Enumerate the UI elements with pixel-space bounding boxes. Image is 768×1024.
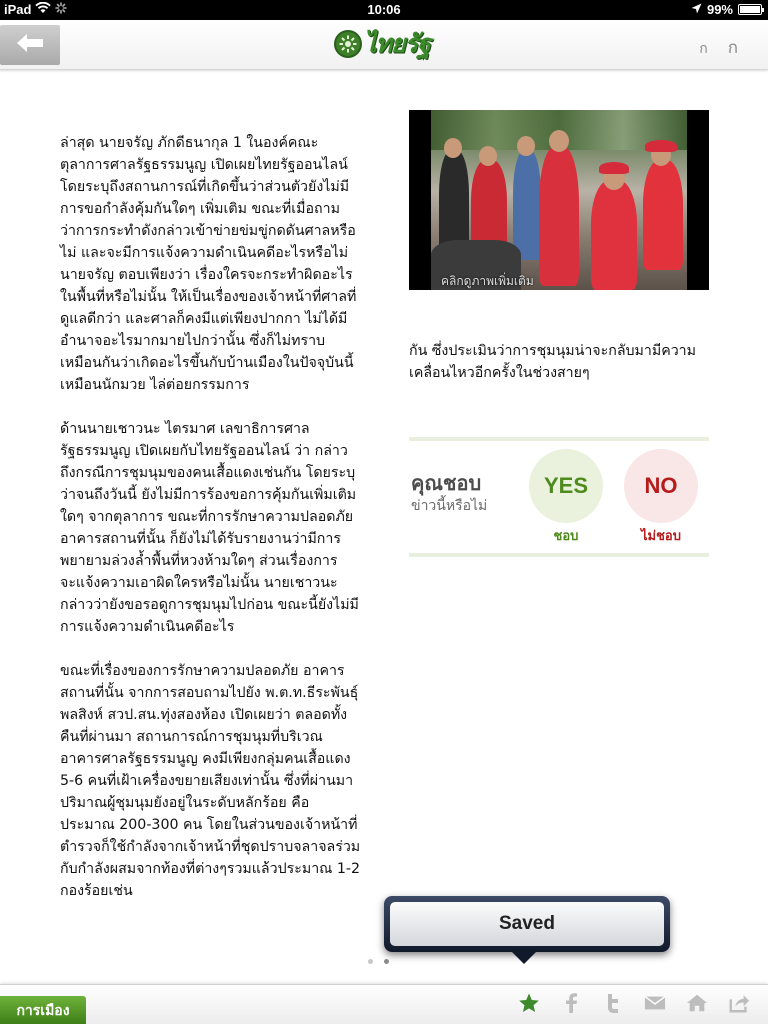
page-indicator [368, 959, 389, 964]
saved-label: Saved [390, 902, 664, 946]
photo-head [479, 146, 497, 166]
mail-icon[interactable] [644, 992, 666, 1014]
device-label: iPad [4, 2, 32, 17]
poll-divider-top [409, 437, 709, 441]
poll-no-button[interactable]: NO [624, 449, 698, 523]
article-continued-text: กัน ซึ่งประเมินว่าการชุมนุมน่าจะกลับมามีความเคลื่อนไหวอีกครั้งในช่วงสายๆ [409, 343, 696, 381]
home-icon[interactable] [686, 992, 708, 1014]
status-bar [0, 0, 768, 20]
toolbar-icons [518, 992, 750, 1014]
photo-cap [599, 162, 629, 174]
photo-scene [431, 110, 687, 290]
article-paragraph: ขณะที่เรื่องของการรักษาความปลอดภัย อาคารสถานที่นั้น จากการสอบถามไปยัง พ.ต.ท.ธีระพันธุ์ พลสิงห์ สวป.สน.ทุ่งสองห้อง เปิดเผยว่า ตลอดทั้งคืนที่ผ่านมา สถานการณ์การชุมนุมที่บริเวณอาคารศาลรัฐธรรมนูญ คงมีเพียงกลุ่มคนเสื้อแดง 5-6 คนที่เฝ้าเครื่องขยายเสียงเท่านั้น ซึ่งที่ผ่านมาปริมาณผู้ชุมนุมยังอยู่ในระดับหลักร้อย คือประมาณ 200-300 คน โดยในส่วนของเจ้าหน้าที่ตำรวจก็ใช้กำลังจากเจ้าหน้าที่ชุดปราบจลาจลร่วมกับกำลังผสมจากท้องที่ต่างๆรวมแล้วประมาณ 1-2 กองร้อยเช่น [60, 663, 361, 899]
section-tag-politics[interactable]: การเมือง [0, 996, 86, 1024]
star-icon[interactable] [518, 992, 540, 1014]
poll-divider-bottom [409, 553, 709, 557]
article-paragraph: ด้านนายเชาวนะ ไตรมาศ เลขาธิการศาลรัฐธรรมนูญ เปิดเผยกับไทยรัฐออนไลน์ ว่า กล่าวถึงกรณีการชุมนุมของคนเสื้อแดงเช่นกัน โดยระบุว่าจนถึงวันนี้ ยังไม่มีการร้องขอการคุ้มกันเพิ่มเติมใดๆ จากตุลาการ ขณะที่การรักษาความปลอดภัยอาคารสถานที่นั้น ก็ยังไม่ได้รับรายงานว่ามีการพยายามล่วงล้ำพื้นที่หวงห้ามใดๆ ส่วนเรื่องการจะแจ้งความเอาผิดใครหรือไม่นั้น นายเชาวนะ กล่าวว่ายังขอรอดูการชุมนุมไปก่อน ขณะนี้ยังไม่มีการแจ้งความดำเนินคดีอะไร [60, 421, 359, 635]
photo-head [444, 138, 462, 158]
photo-head [517, 136, 535, 156]
location-arrow-icon [691, 2, 702, 17]
poll-yes-caption: ชอบ [553, 529, 579, 544]
photo-person [591, 180, 637, 290]
poll-question: คุณชอบ [411, 471, 482, 495]
share-icon[interactable] [728, 992, 750, 1014]
photo-person [513, 150, 541, 260]
facebook-icon[interactable] [560, 992, 582, 1014]
article-column-left [60, 132, 362, 924]
poll-subquestion: ข่าวนี้หรือไม่ [411, 498, 488, 514]
app-header [0, 20, 768, 70]
popover-arrow [510, 950, 538, 964]
status-time: 10:06 [367, 2, 401, 17]
article-photo[interactable] [409, 110, 709, 290]
status-right [691, 2, 762, 17]
back-button[interactable] [0, 25, 60, 65]
article-paragraph: ล่าสุด นายจรัญ ภักดีธนากุล 1 ในองค์คณะตุลาการศาลรัฐธรรมนูญ เปิดเผยไทยรัฐออนไลน์ โดยระบุถึงสถานการณ์ที่เกิดขึ้นว่าส่วนตัวยังไม่มีการขอกำลังคุ้มกันใดๆ เพิ่มเติม ขณะที่เมื่อถามว่าการกระทำดังกล่าวเข้าข่ายข่มขู่กดดันศาลหรือไม่ และจะมีการแจ้งความดำเนินคดีอะไรหรือไม่ นายจรัญ ตอบเพียงว่า เรื่องใครจะกระทำผิดอะไรในพื้นที่หรือไม่นั้น ให้เป็นเรื่องของเจ้าหน้าที่ศาลที่ดูแลดีกว่า และศาลก็คงมีแต่เพียงปากกา ไม่ได้มีอำนาจอะไรมากมายไปกว่านั้น ซึ่งก็ไม่ทราบเหมือนกันว่าเกิดอะไรขึ้นกับบ้านเมืองในปัจจุบันนี้ เหมือนนักมวย ไล่ต่อยกรรมการ [60, 135, 357, 393]
page-dot[interactable] [368, 959, 373, 964]
thairath-logo[interactable] [334, 28, 430, 60]
bottom-toolbar [0, 984, 768, 1024]
page-dot-active[interactable] [384, 959, 389, 964]
back-arrow-icon [16, 33, 44, 57]
poll-no-caption: ไม่ชอบ [641, 529, 681, 544]
photo-person [539, 146, 579, 286]
photo-person [643, 160, 683, 270]
photo-caption: คลิกดูภาพเพิ่มเติม [441, 274, 534, 288]
battery-fill [740, 6, 760, 13]
battery-percent: 99% [706, 2, 733, 17]
photo-head [549, 130, 569, 152]
twitter-icon[interactable] [602, 992, 624, 1014]
poll-yes-button[interactable]: YES [529, 449, 603, 523]
like-poll [409, 437, 709, 557]
logo-emblem-icon [334, 30, 362, 58]
font-increase-button[interactable]: ก [727, 38, 738, 57]
font-size-controls [699, 34, 738, 61]
photo-cap [645, 140, 677, 152]
logo-text: ไทยรัฐ [364, 31, 430, 58]
battery-icon [738, 4, 762, 15]
saved-popover [384, 896, 670, 952]
font-decrease-button[interactable]: ก [699, 40, 708, 56]
